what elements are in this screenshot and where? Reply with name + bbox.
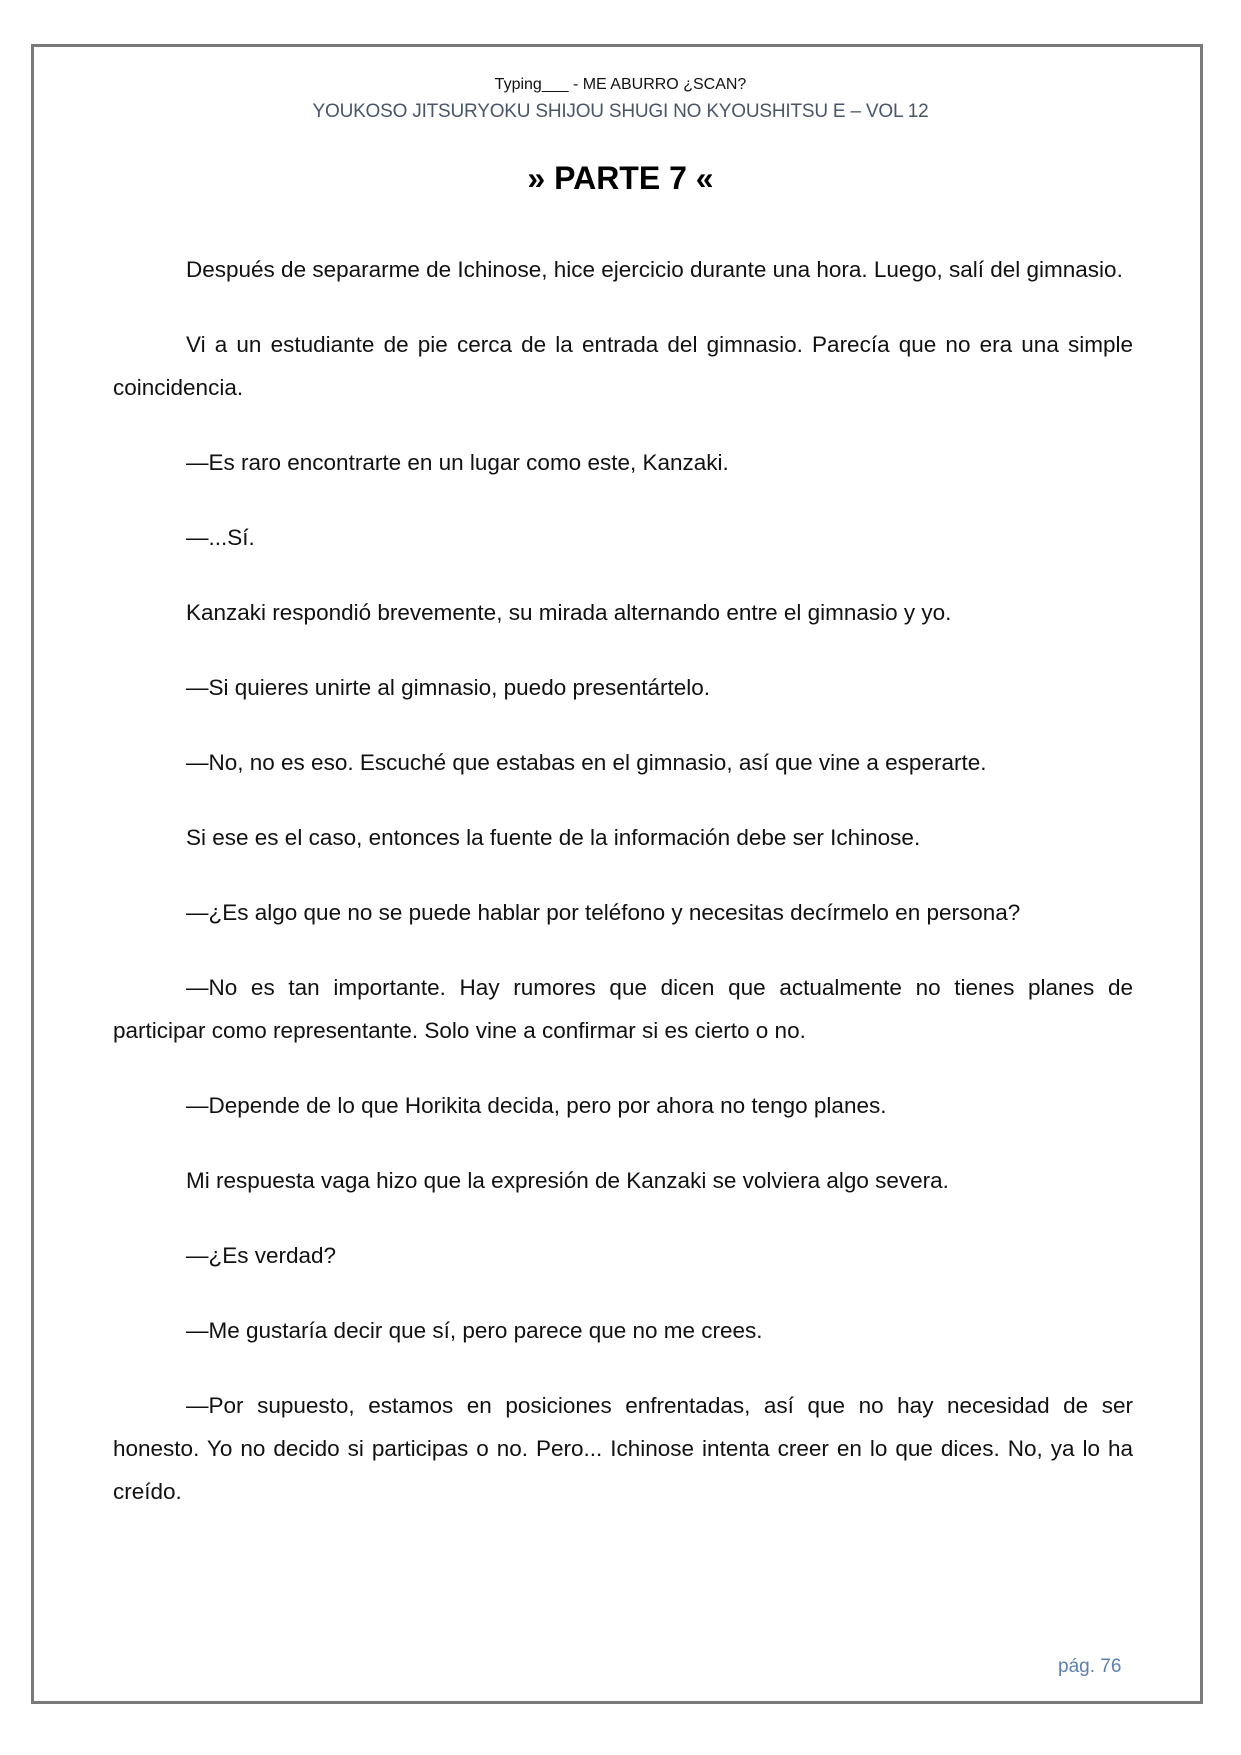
page-number: pág. 76 <box>1058 1656 1122 1677</box>
paragraph: Después de separarme de Ichinose, hice ejercicio durante una hora. Luego, salí del gimnasio. <box>186 257 1123 282</box>
header-credit: Typing___ - ME ABURRO ¿SCAN? <box>494 76 747 93</box>
header-series-title: YOUKOSO JITSURYOKU SHIJOU SHUGI NO KYOUSHITSU E – VOL 12 <box>312 101 929 122</box>
chapter-title: » PARTE 7 « <box>527 160 714 196</box>
paragraph: —¿Es verdad? <box>186 1243 337 1268</box>
paragraph: —Si quieres unirte al gimnasio, puedo presentártelo. <box>186 675 711 700</box>
paragraph: —Me gustaría decir que sí, pero parece que no me crees. <box>186 1318 763 1343</box>
paragraph: Kanzaki respondió brevemente, su mirada alternando entre el gimnasio y yo. <box>186 600 952 625</box>
paragraph: —...Sí. <box>186 525 255 550</box>
paragraph: Mi respuesta vaga hizo que la expresión de Kanzaki se volviera algo severa. <box>186 1168 949 1193</box>
paragraph: —Por supuesto, estamos en posiciones enfrentadas, así que no hay necesidad de ser honesto. Yo no decido si participas o no. Pero... Ichinose intenta creer en lo que dices. No, ya lo ha creído. <box>113 1393 1133 1504</box>
body-text <box>113 248 1133 1545</box>
paragraph: Si ese es el caso, entonces la fuente de la información debe ser Ichinose. <box>186 825 921 850</box>
paragraph: Vi a un estudiante de pie cerca de la entrada del gimnasio. Parecía que no era una simple coincidencia. <box>113 332 1133 400</box>
paragraph: —No, no es eso. Escuché que estabas en el gimnasio, así que vine a esperarte. <box>186 750 987 775</box>
paragraph: —Es raro encontrarte en un lugar como este, Kanzaki. <box>186 450 729 475</box>
paragraph: —Depende de lo que Horikita decida, pero por ahora no tengo planes. <box>186 1093 887 1118</box>
paragraph: —No es tan importante. Hay rumores que dicen que actualmente no tienes planes de participar como representante. Solo vine a confirmar si es cierto o no. <box>113 975 1133 1043</box>
paragraph: —¿Es algo que no se puede hablar por teléfono y necesitas decírmelo en persona? <box>186 900 1021 925</box>
